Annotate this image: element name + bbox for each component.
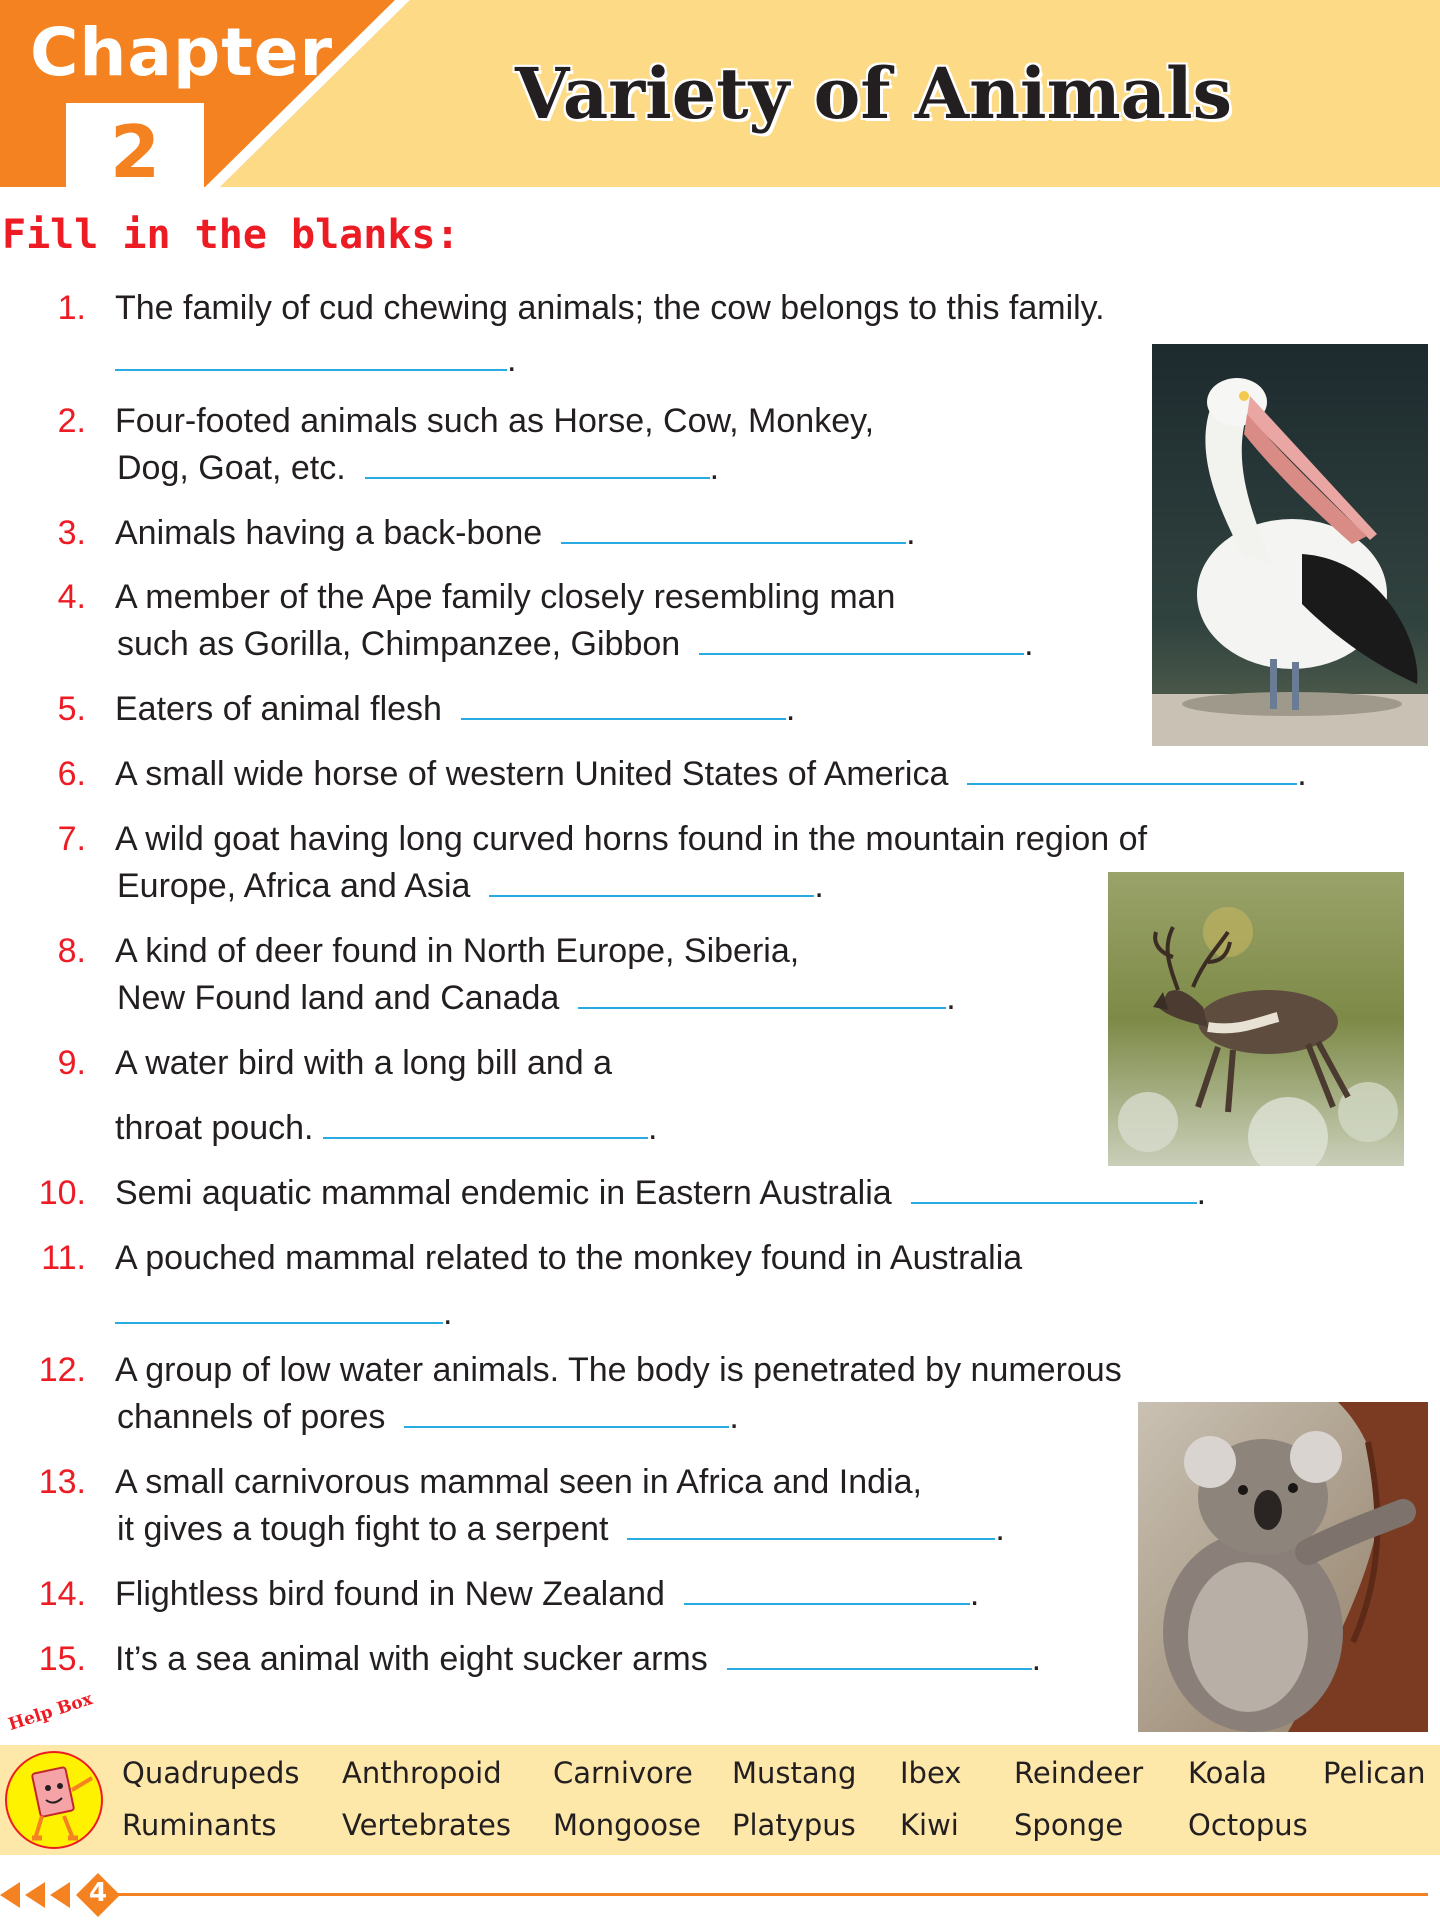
answer-blank[interactable] [323,1107,648,1139]
help-word: Mongoose [553,1808,701,1842]
question-text-line: Eaters of animal flesh . [115,690,796,728]
answer-blank[interactable] [404,1396,729,1428]
question-text: A wild goat having long curved horns found in the mountain region of [115,820,1148,858]
question-text-line: It’s a sea animal with eight sucker arms . [115,1640,1042,1678]
question-text: Four-footed animals such as Horse, Cow, Monkey, [115,402,875,440]
help-word: Platypus [732,1808,856,1842]
question-number: 14. [38,1575,86,1613]
help-word: Sponge [1014,1808,1124,1842]
question-text-line: it gives a tough fight to a serpent . [117,1510,1005,1548]
question-number: 3. [57,514,86,552]
question-text-line: Animals having a back-bone . [115,514,916,552]
help-word: Ibex [900,1756,962,1790]
answer-blank-line: . [115,337,516,384]
question-number: 15. [38,1640,86,1678]
help-box-mascot-icon [2,1712,112,1852]
question-number: 13. [38,1463,86,1501]
answer-blank[interactable] [967,753,1297,785]
question-number: 1. [57,289,86,327]
answer-blank[interactable] [727,1638,1032,1670]
answer-blank[interactable] [561,512,906,544]
help-word: Ruminants [122,1808,277,1842]
pelican-photo [1152,344,1428,746]
reindeer-photo [1108,872,1404,1166]
question-number: 5. [57,690,86,728]
question-text: A kind of deer found in North Europe, Siberia, [115,932,800,970]
question-text: A pouched mammal related to the monkey found in Australia [115,1239,1023,1277]
answer-blank[interactable] [365,447,710,479]
question-number: 10. [38,1174,86,1212]
section-heading: Fill in the blanks: [2,212,460,258]
help-word: Koala [1188,1756,1267,1790]
help-word: Kiwi [900,1808,959,1842]
answer-blank[interactable] [489,865,814,897]
question-number: 11. [41,1239,86,1277]
question-number: 8. [57,932,86,970]
question-text-line: Dog, Goat, etc. . [117,449,720,487]
chapter-label: Chapter [30,14,334,91]
question-number: 4. [57,578,86,616]
koala-photo [1138,1402,1428,1732]
question-text-line: Europe, Africa and Asia . [117,867,824,905]
page-number: 4 [88,1878,108,1908]
answer-blank[interactable] [115,339,507,371]
help-word: Reindeer [1014,1756,1144,1790]
answer-blank[interactable] [115,1292,443,1324]
question-number: 12. [38,1351,86,1389]
help-word: Octopus [1188,1808,1308,1842]
question-text-line: New Found land and Canada . [117,979,956,1017]
answer-blank[interactable] [461,688,786,720]
question-text-line: Flightless bird found in New Zealand . [115,1575,980,1613]
question-number: 7. [57,820,86,858]
question-text: A small carnivorous mammal seen in Africa and India, [115,1463,922,1501]
help-word: Pelican [1323,1756,1426,1790]
help-word: Vertebrates [342,1808,511,1842]
chapter-number: 2 [109,110,161,194]
question-text: The family of cud chewing animals; the cow belongs to this family. [115,289,1105,327]
question-number: 6. [57,755,86,793]
answer-blank-line: . [115,1290,452,1337]
question-number: 2. [57,402,86,440]
help-box-label: Help Box [6,1689,95,1736]
question-text-line: Semi aquatic mammal endemic in Eastern Australia . [115,1174,1207,1212]
question-text-line: throat pouch. . [115,1109,658,1147]
question-text: A group of low water animals. The body is penetrated by numerous [115,1351,1122,1389]
answer-blank[interactable] [911,1172,1197,1204]
answer-blank[interactable] [699,623,1024,655]
answer-blank[interactable] [627,1508,995,1540]
answer-blank[interactable] [684,1573,970,1605]
help-word: Quadrupeds [122,1756,300,1790]
question-number: 9. [57,1044,86,1082]
question-text-line: channels of pores . [117,1398,739,1436]
page-title: Variety of Animals [515,52,1233,135]
help-word: Mustang [732,1756,857,1790]
help-word: Carnivore [553,1756,693,1790]
question-text-line: such as Gorilla, Chimpanzee, Gibbon . [117,625,1034,663]
question-text: A water bird with a long bill and a [115,1044,613,1082]
footer-divider [110,1893,1428,1896]
question-text: A member of the Ape family closely resembling man [115,578,896,616]
answer-blank[interactable] [578,977,946,1009]
question-text-line: A small wide horse of western United States of America . [115,755,1307,793]
help-word: Anthropoid [342,1756,502,1790]
